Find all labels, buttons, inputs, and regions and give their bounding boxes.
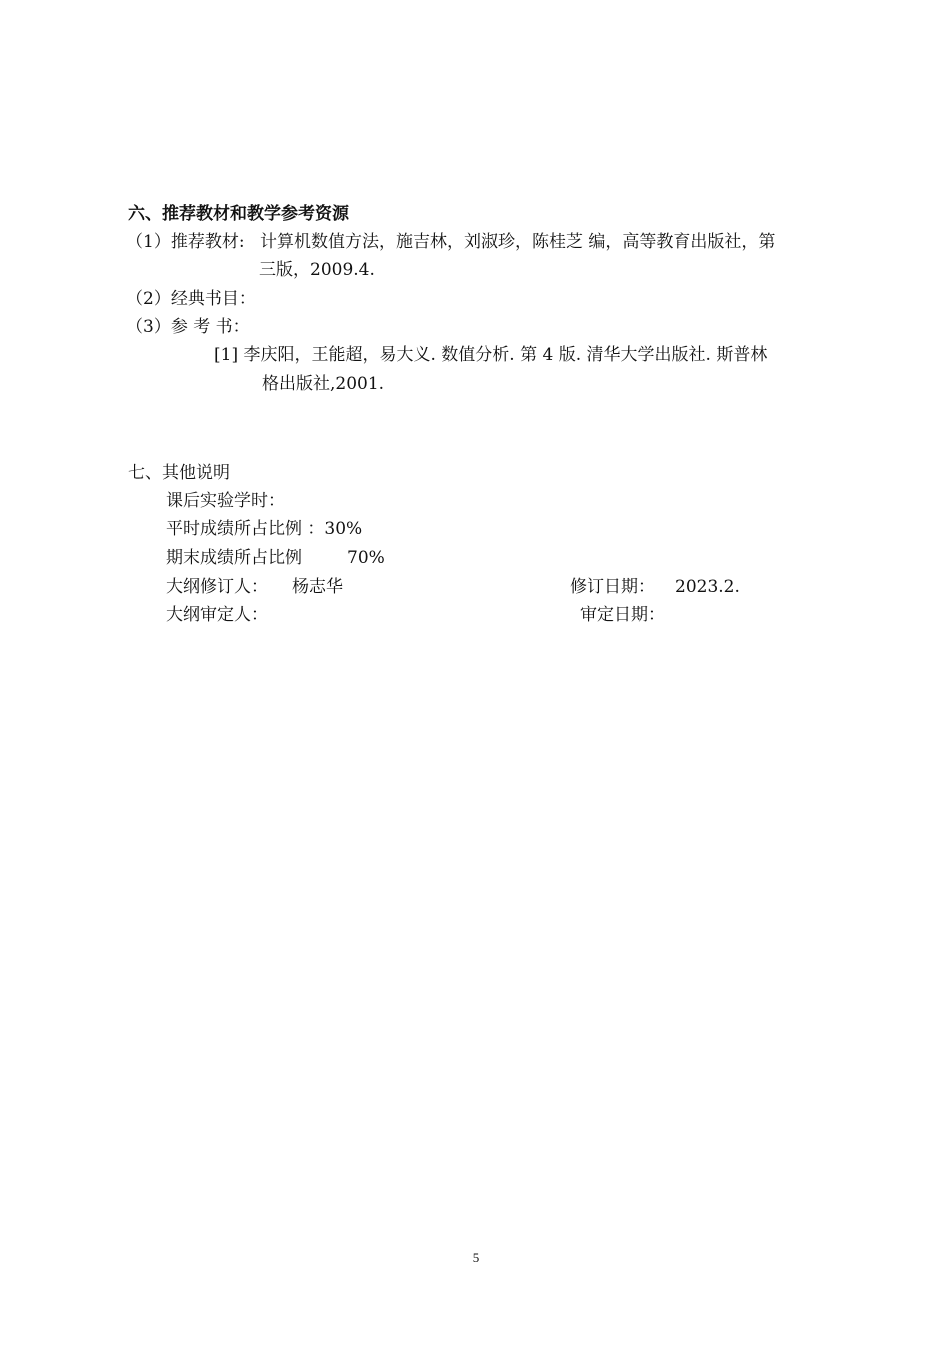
textbook-text-continued: 三版，2009.4.: [259, 260, 375, 280]
textbook-label: （1）推荐教材:: [126, 232, 245, 252]
section-6-heading: 六、推荐教材和教学参考资源: [128, 204, 349, 224]
final-score-label: 期末成绩所占比例: [166, 548, 302, 568]
revised-by-value: 杨志华: [292, 577, 343, 597]
reference-books-label: （3）参 考 书：: [126, 317, 250, 337]
approve-date-label: 审定日期：: [580, 605, 665, 625]
revise-date-label: 修订日期：: [570, 577, 655, 597]
approved-by-label: 大纲审定人：: [166, 605, 268, 625]
reference-1-text: [1] 李庆阳，王能超，易大义. 数值分析. 第 4 版. 清华大学出版社. 斯普林: [214, 345, 768, 365]
page-number: 5: [472, 1250, 480, 1265]
lab-hours-label: 课后实验学时：: [166, 491, 285, 511]
revised-by-label: 大纲修订人：: [166, 577, 268, 597]
reference-1-text-continued: 格出版社,2001.: [262, 374, 385, 394]
final-score-value: 70%: [347, 548, 385, 568]
classic-books-label: （2）经典书目：: [126, 289, 256, 309]
regular-score-ratio: 平时成绩所占比例 ：30%: [166, 519, 363, 539]
textbook-text: 计算机数值方法，施吉林，刘淑珍，陈桂芝 编，高等教育出版社，第: [260, 232, 776, 252]
revise-date-value: 2023.2.: [675, 577, 740, 597]
section-7-heading: 七、其他说明: [128, 463, 230, 483]
